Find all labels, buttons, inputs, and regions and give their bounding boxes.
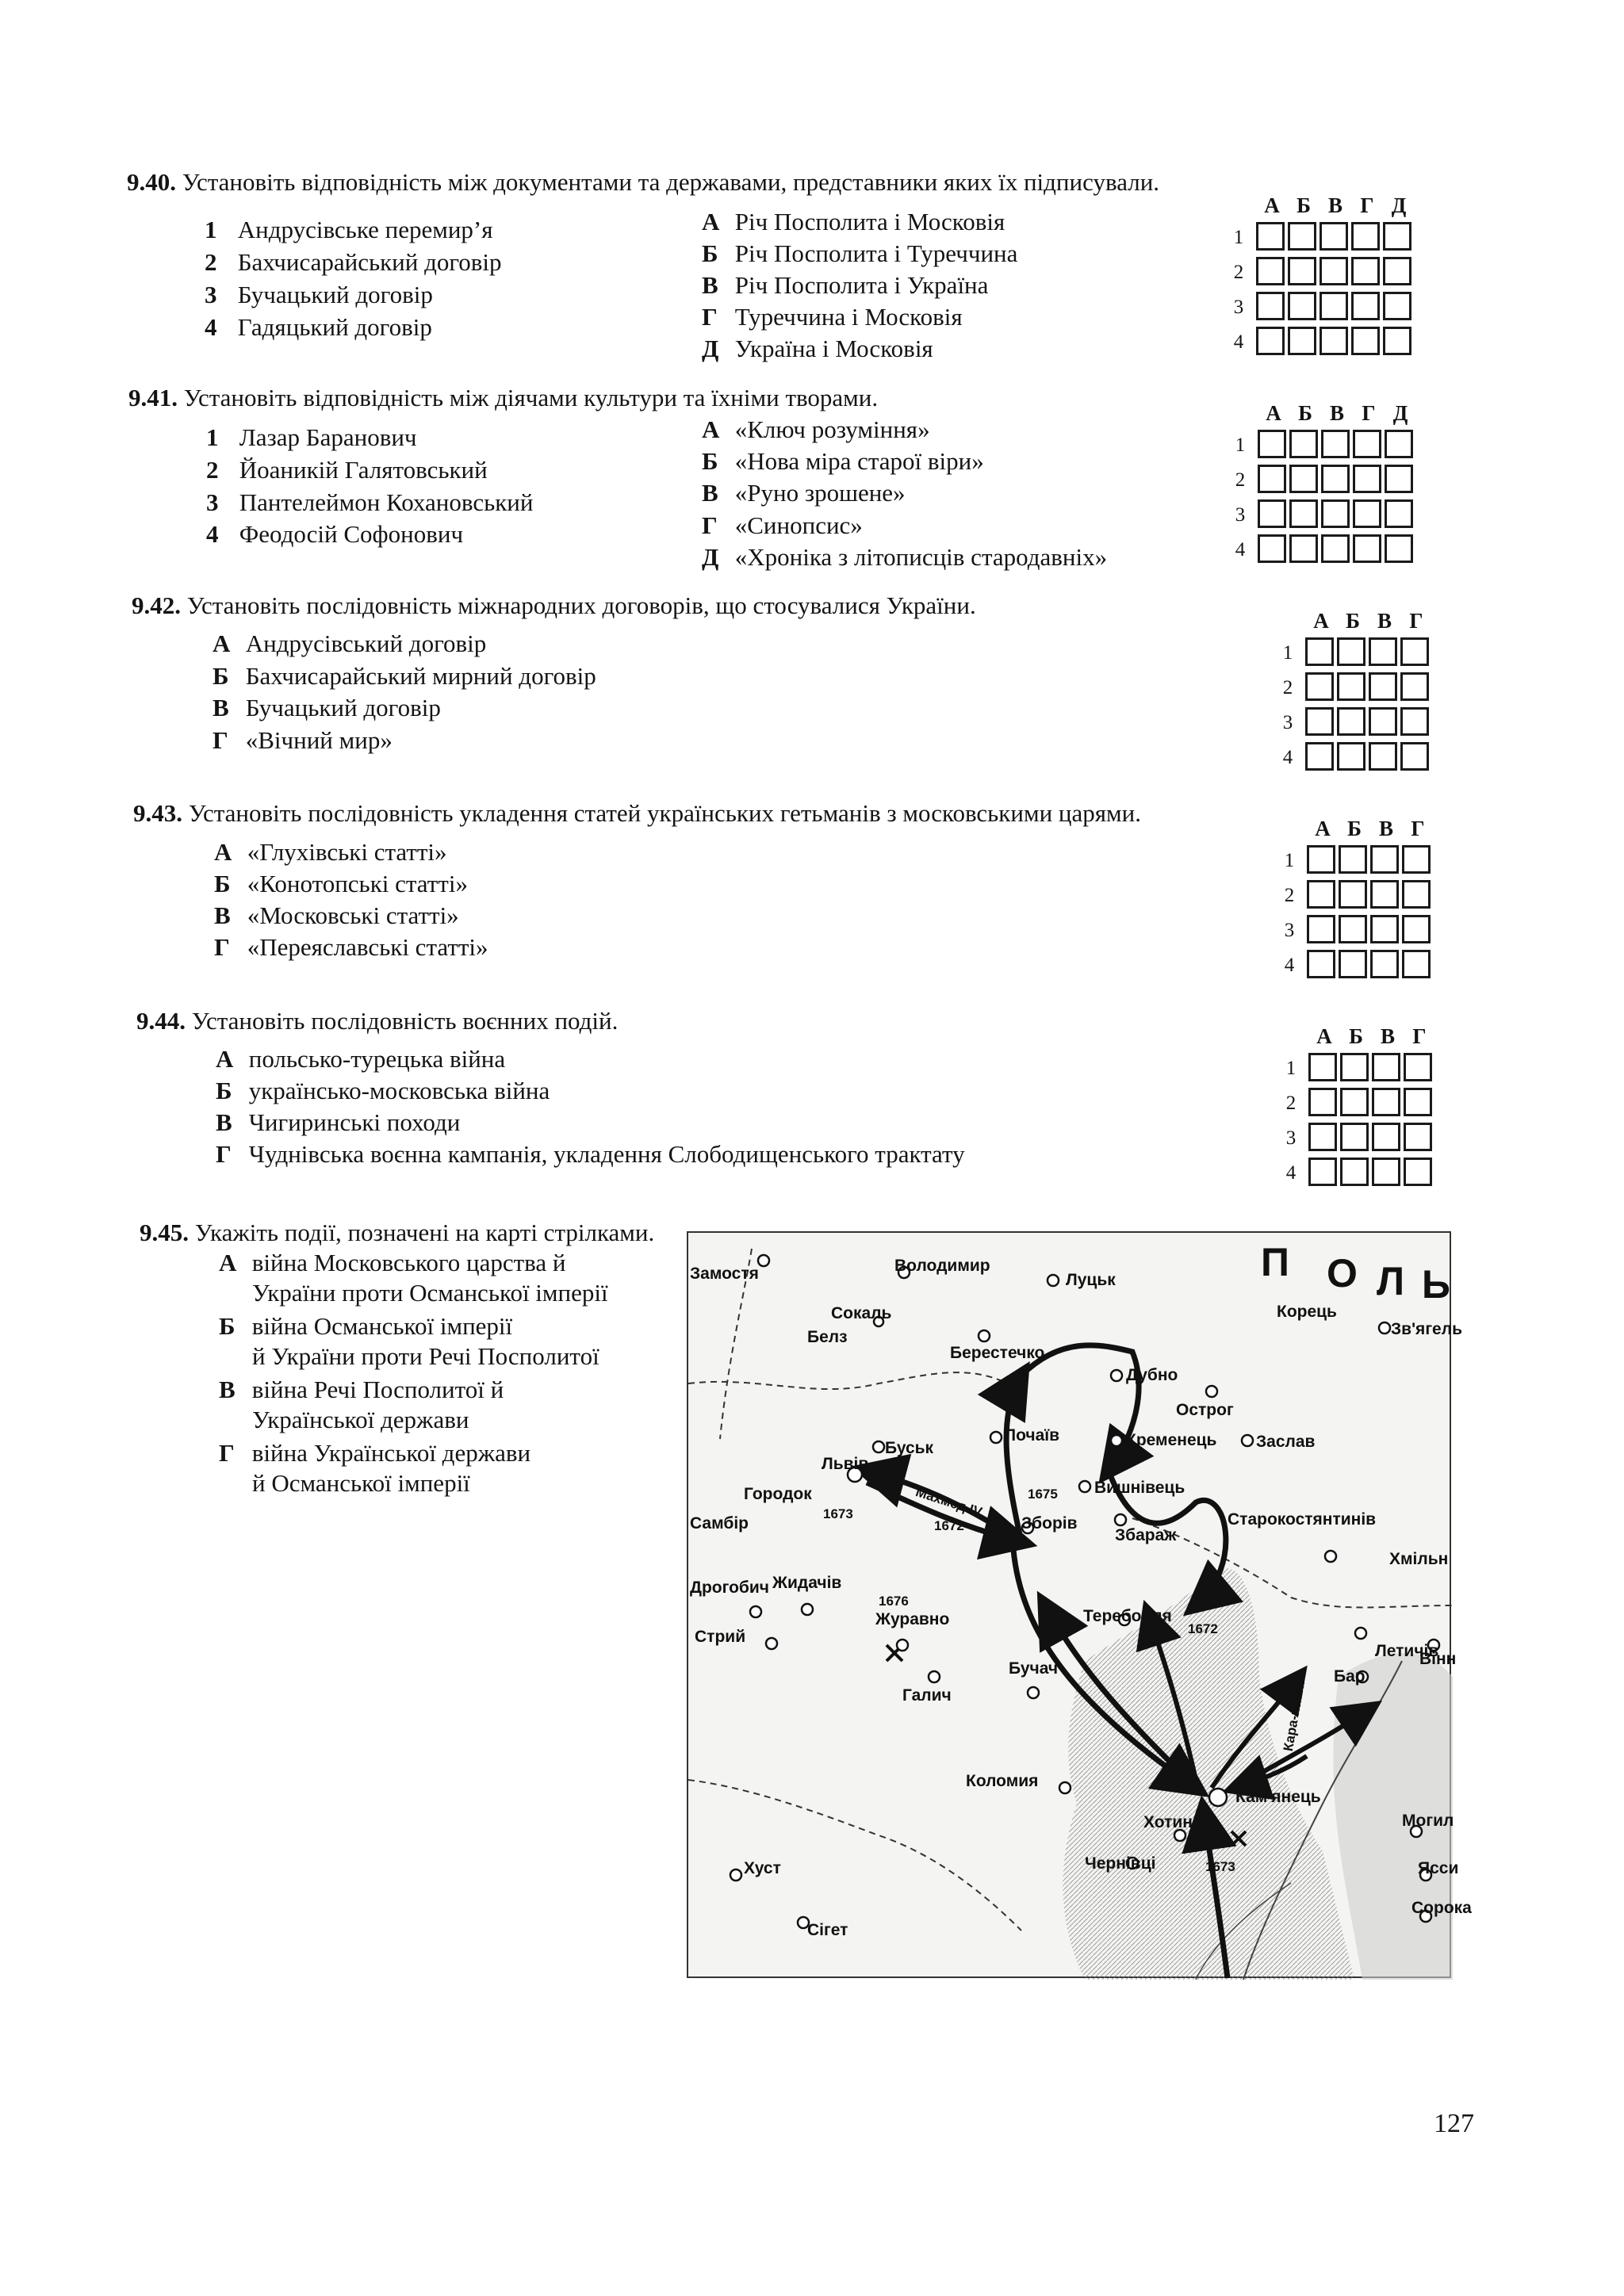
answer-cell[interactable] [1305,742,1334,771]
map-city-label: Дубно [1126,1366,1178,1384]
answer-cell[interactable] [1351,292,1380,320]
map-city-label: Сокаль [831,1304,892,1322]
answer-cell[interactable] [1305,637,1334,666]
answer-cell[interactable] [1256,222,1285,251]
answer-cell[interactable] [1305,707,1334,736]
option-item-cont: України проти Османської імперії [252,1279,608,1307]
question-9-44-text: 9.44. Установіть послідовність воєнних подій. [136,1007,619,1035]
answer-cell[interactable] [1258,534,1286,563]
map-city-label: Почаїв [1004,1426,1060,1445]
answer-cell[interactable] [1258,499,1286,528]
question-9-41-text: 9.41. Установіть відповідність між діячами культури та їхніми творами. [128,384,879,411]
map-city-label: Городок [744,1485,812,1503]
left-item: 2 Бахчисарайський договір [205,248,502,276]
left-item: 3 Пантелеймон Кохановський [206,488,534,516]
historical-map [687,1231,1472,1978]
sequence-item: Б Бахчисарайський мирний договір [213,662,596,690]
answer-cell[interactable] [1372,1053,1400,1081]
sequence-item: Г «Переяславські статті» [214,933,488,961]
map-city-label: Корець [1277,1303,1337,1321]
question-9-40-text: 9.40. Установіть відповідність між документами та державами, представники яких їх підписували. [127,168,1160,196]
map-city-label: Бар [1334,1667,1365,1686]
answer-cell[interactable] [1340,1123,1369,1151]
right-item: Г «Синопсис» [702,511,863,539]
answer-cell[interactable] [1288,327,1316,355]
map-city-label: Белз [807,1328,848,1346]
map-city-label: Хмільн [1389,1550,1449,1568]
answer-cell[interactable] [1369,672,1397,701]
map-city-label: Жидачів [772,1574,842,1592]
answer-cell[interactable] [1385,534,1413,563]
answer-cell[interactable] [1339,915,1367,943]
answer-cell[interactable] [1339,880,1367,909]
answer-cell[interactable] [1385,465,1413,493]
map-city-label: Заслав [1256,1433,1316,1451]
right-item: Б Річ Посполита і Туреччина [702,239,1018,267]
right-item: Г Туреччина і Московія [702,303,963,331]
answer-cell[interactable] [1337,742,1365,771]
map-year-label: 1672 [1188,1621,1218,1636]
answer-cell[interactable] [1400,637,1429,666]
answer-cell[interactable] [1256,257,1285,285]
left-item: 4 Феодосій Софонович [206,520,464,548]
region-letter: Ь [1422,1262,1450,1307]
answer-cell[interactable] [1307,915,1335,943]
map-city-label: Кременець [1126,1431,1217,1449]
map-year-label: 1675 [1028,1487,1058,1502]
left-item: 4 Гадяцький договір [205,313,432,341]
option-item: В війна Речі Посполитої й [219,1376,504,1403]
map-city-label: Теребовля [1083,1607,1172,1625]
sequence-item: А «Глухівські статті» [214,838,447,866]
map-city-label: Летичів [1375,1642,1439,1660]
map-city-label: Могил [1402,1812,1454,1830]
page-number: 127 [1434,2109,1474,2138]
option-item: Б війна Османської імперії [219,1312,513,1340]
answer-cell[interactable] [1353,499,1381,528]
answer-cell[interactable] [1383,222,1411,251]
left-item: 2 Йоаникій Галятовський [206,456,488,484]
right-item: В «Руно зрошене» [702,479,906,507]
answer-cell[interactable] [1320,257,1348,285]
answer-cell[interactable] [1369,637,1397,666]
answer-cell[interactable] [1340,1053,1369,1081]
answer-cell[interactable] [1289,499,1318,528]
answer-cell[interactable] [1320,222,1348,251]
answer-cell[interactable] [1400,742,1429,771]
sequence-item: В «Московські статті» [214,901,459,929]
map-city-label: Хотин [1143,1813,1193,1831]
answer-cell[interactable] [1383,292,1411,320]
answer-cell[interactable] [1385,430,1413,458]
question-9-45-text: 9.45. Укажіть події, позначені на карті стрілками. [140,1219,655,1246]
answer-cell[interactable] [1385,499,1413,528]
map-city-label: Берестечко [950,1344,1045,1362]
answer-cell[interactable] [1400,672,1429,701]
answer-cell[interactable] [1369,707,1397,736]
answer-cell[interactable] [1307,845,1335,874]
map-city-label: Луцьк [1066,1271,1116,1289]
right-item: В Річ Посполита і Україна [702,271,989,299]
left-item: 1 Лазар Баранович [206,423,417,451]
sequence-item: В Бучацький договір [213,694,441,721]
answer-cell[interactable] [1351,327,1380,355]
answer-cell[interactable] [1370,915,1399,943]
map-city-label: Ясси [1418,1859,1459,1877]
option-item: Г війна Української держави [219,1439,531,1467]
answer-cell[interactable] [1305,672,1334,701]
answer-cell[interactable] [1353,465,1381,493]
answer-cell[interactable] [1321,465,1350,493]
map-city-label: Зборів [1021,1514,1078,1533]
region-letter: П [1261,1240,1289,1284]
map-city-label: Вишнівець [1094,1479,1185,1497]
right-item: Д «Хроніка з літописців стародавніх» [702,543,1108,571]
answer-cell[interactable] [1383,327,1411,355]
answer-cell[interactable] [1369,742,1397,771]
sequence-item: Б українсько-московська війна [216,1077,550,1104]
answer-cell[interactable] [1289,534,1318,563]
answer-cell[interactable] [1321,430,1350,458]
map-city-label: Чернівці [1085,1854,1156,1873]
map-route-label: Махмед IV [914,1484,984,1520]
answer-cell[interactable] [1289,430,1318,458]
answer-cell[interactable] [1258,430,1286,458]
answer-cell[interactable] [1339,845,1367,874]
option-item-cont: й України проти Речі Посполитої [252,1342,599,1370]
map-city-label: Коломия [966,1772,1039,1790]
answer-cell[interactable] [1307,880,1335,909]
answer-cell[interactable] [1321,499,1350,528]
answer-cell[interactable] [1256,292,1285,320]
right-item: А Річ Посполита і Московія [702,208,1005,235]
answer-cell[interactable] [1370,845,1399,874]
map-city-label: Дрогобич [690,1578,769,1597]
answer-cell[interactable] [1402,845,1431,874]
answer-cell[interactable] [1337,707,1365,736]
map-year-label: 1673 [823,1506,853,1521]
map-city-label: Бучач [1009,1659,1059,1678]
answer-cell[interactable] [1288,292,1316,320]
map-city-label: Сорока [1411,1899,1472,1917]
answer-cell[interactable] [1340,1088,1369,1116]
map-city-label: Замостя [690,1265,759,1283]
map-city-label: Острог [1176,1401,1234,1419]
map-city-label: Вінн [1419,1650,1457,1668]
map-city-label: Зв'ягель [1391,1320,1462,1338]
map-city-label: Сігет [807,1921,848,1939]
region-letter: О [1327,1251,1358,1295]
map-route-label: Кара-паша [1280,1680,1308,1753]
answer-cell[interactable] [1337,672,1365,701]
map-year-label: 1676 [879,1594,909,1609]
option-item: А війна Московського царства й [219,1249,566,1276]
answer-cell[interactable] [1289,465,1318,493]
answer-cell[interactable] [1353,430,1381,458]
left-item: 1 Андрусівське перемир’я [205,216,493,243]
map-city-label: Журавно [875,1610,950,1628]
map-city-label: Стрий [695,1628,746,1646]
answer-cell[interactable] [1402,915,1431,943]
question-9-43-text: 9.43. Установіть послідовність укладення статей українських гетьманів з московськими царями. [133,799,1141,827]
answer-cell[interactable] [1404,1158,1432,1186]
answer-cell[interactable] [1258,465,1286,493]
answer-cell[interactable] [1402,950,1431,978]
answer-cell[interactable] [1321,534,1350,563]
map-year-label: 1672 [934,1518,964,1533]
option-item-cont: й Османської імперії [252,1469,470,1497]
map-city-label: Старокостянтинів [1228,1510,1377,1529]
answer-cell[interactable] [1340,1158,1369,1186]
answer-cell[interactable] [1404,1123,1432,1151]
sequence-item: А польсько-турецька війна [216,1045,506,1073]
sequence-item: В Чигиринські походи [216,1108,461,1136]
answer-cell[interactable] [1400,707,1429,736]
answer-cell[interactable] [1308,1123,1337,1151]
right-item: Д Україна і Московія [702,335,933,362]
right-item: Б «Нова міра старої віри» [702,447,984,475]
map-city-label: Буськ [885,1439,934,1457]
map-city-label: Кам'янець [1235,1788,1321,1806]
answer-cell[interactable] [1308,1158,1337,1186]
answer-cell[interactable] [1288,222,1316,251]
answer-cell[interactable] [1320,327,1348,355]
region-letter: Л [1377,1259,1405,1303]
answer-cell[interactable] [1370,950,1399,978]
answer-cell[interactable] [1370,880,1399,909]
answer-cell[interactable] [1353,534,1381,563]
answer-cell[interactable] [1320,292,1348,320]
answer-cell[interactable] [1308,1053,1337,1081]
map-city-label: Галич [902,1686,952,1705]
answer-cell[interactable] [1351,222,1380,251]
answer-cell[interactable] [1372,1088,1400,1116]
sequence-item: Г «Вічний мир» [213,726,393,754]
answer-cell[interactable] [1404,1088,1432,1116]
sequence-item: А Андрусівський договір [213,629,487,657]
answer-cell[interactable] [1404,1053,1432,1081]
question-9-42-text: 9.42. Установіть послідовність міжнародних договорів, що стосувалися України. [132,591,976,619]
option-item-cont: Української держави [252,1406,469,1433]
answer-cell[interactable] [1288,257,1316,285]
answer-cell[interactable] [1402,880,1431,909]
answer-cell[interactable] [1372,1158,1400,1186]
answer-cell[interactable] [1307,950,1335,978]
map-drawing [688,1233,1453,1980]
map-year-label: 1673 [1205,1859,1235,1874]
answer-cell[interactable] [1339,950,1367,978]
sequence-item: Г Чуднівська воєнна кампанія, укладення Слободищенського трактату [216,1140,965,1168]
map-city-label: Хуст [744,1859,781,1877]
map-city-label: Львів [822,1455,869,1473]
answer-cell[interactable] [1372,1123,1400,1151]
answer-cell[interactable] [1308,1088,1337,1116]
map-city-label: Самбір [690,1514,749,1533]
map-city-label: Володимир [894,1257,990,1275]
sequence-item: Б «Конотопські статті» [214,870,468,897]
right-item: А «Ключ розуміння» [702,415,930,443]
answer-cell[interactable] [1256,327,1285,355]
left-item: 3 Бучацький договір [205,281,433,308]
answer-cell[interactable] [1337,637,1365,666]
answer-cell[interactable] [1383,257,1411,285]
map-city-label: Збараж [1115,1526,1177,1544]
answer-cell[interactable] [1351,257,1380,285]
